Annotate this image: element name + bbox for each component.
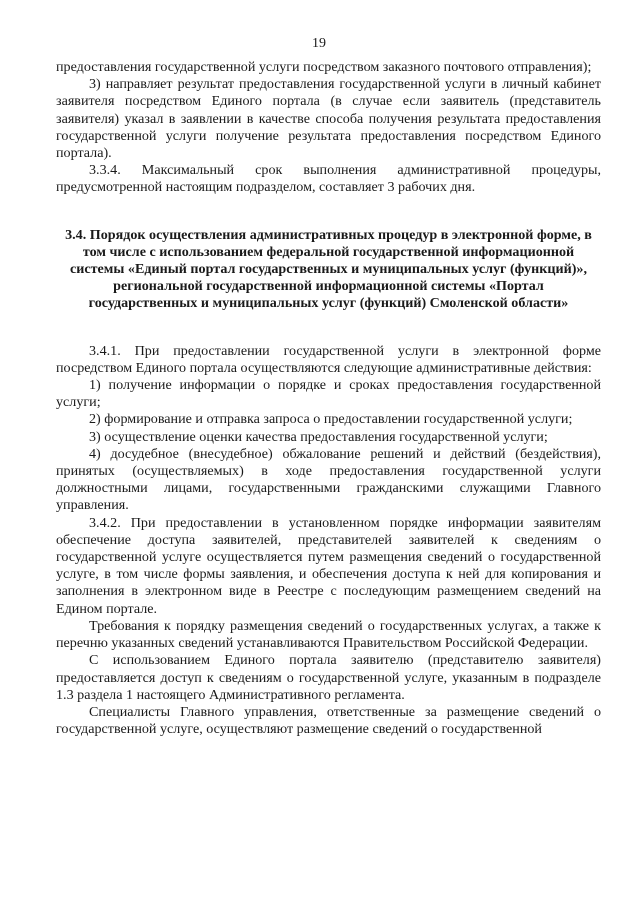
paragraph-specialists: Специалисты Главного управления, ответственные за размещение сведений о государственной услуге, осуществляют размещение сведений о государственной — [56, 703, 601, 738]
document-body — [56, 59, 601, 738]
paragraph-portal-access: С использованием Единого портала заявителю (представителю заявителя) предоставляется доступ к сведениям о государственной услуге, указанным в подразделе 1.3 раздела 1 настоящего Административного регламента. — [56, 652, 601, 703]
list-item-1: 1) получение информации о порядке и сроках предоставления государственной услуги; — [56, 377, 601, 411]
list-item-2: 2) формирование и отправка запроса о предоставлении государственной услуги; — [89, 411, 573, 428]
paragraph-requirements: Требования к порядку размещения сведений о государственных услугах, а также к перечню указанных сведений устанавливаются Правительством Российской Федерации. — [56, 617, 601, 652]
section-title-3-4: 3.4. Порядок осуществления административных процедур в электронной форме, в том числе с использованием федеральной государственной информационной системы «Единый портал государственных и муниципальных услуг (функций)», региональной государственной информационной системы «Портал государственных и муниципальных услуг (функций) Смоленской области» — [65, 226, 592, 312]
list-item-4: 4) досудебное (внесудебное) обжалование решений и действий (бездействия), принятых (осуществляемых) в ходе предоставления государственной услуги должностными лицами, государственными гражданскими служащими Главного управления. — [56, 445, 601, 514]
page-number: 19 — [312, 36, 326, 51]
paragraph-3-3-4: 3.3.4. Максимальный срок выполнения административной процедуры, предусмотренной настоящим подразделом, составляет 3 рабочих дня. — [56, 162, 601, 196]
paragraph-3-4-1: 3.4.1. При предоставлении государственной услуги в электронной форме посредством Единого портала осуществляются следующие административные действия: — [56, 342, 601, 376]
paragraph-3-4-2: 3.4.2. При предоставлении в установленном порядке информации заявителям обеспечение доступа заявителей, представителей заявителей к сведениям о государственной услуге осуществляется путем размещения сведений о государственной услуге, в том числе формы заявления, и обеспечения доступа к ней для копирования и заполнения в электронном виде в Реестре с последующим размещением сведений на Едином портале. — [56, 514, 601, 617]
list-item-3: 3) осуществление оценки качества предоставления государственной услуги; — [89, 428, 548, 445]
paragraph-item-3: 3) направляет результат предоставления государственной услуги в личный кабинет заявителя посредством Единого портала (в случае если заявитель (представитель заявителя) указал в заявлении в качестве способа получения результата предоставления государственной услуги получение результата предоставления посредством Единого портала). — [56, 76, 601, 162]
paragraph-continuation: предоставления государственной услуги посредством заказного почтового отправления); — [56, 59, 592, 75]
